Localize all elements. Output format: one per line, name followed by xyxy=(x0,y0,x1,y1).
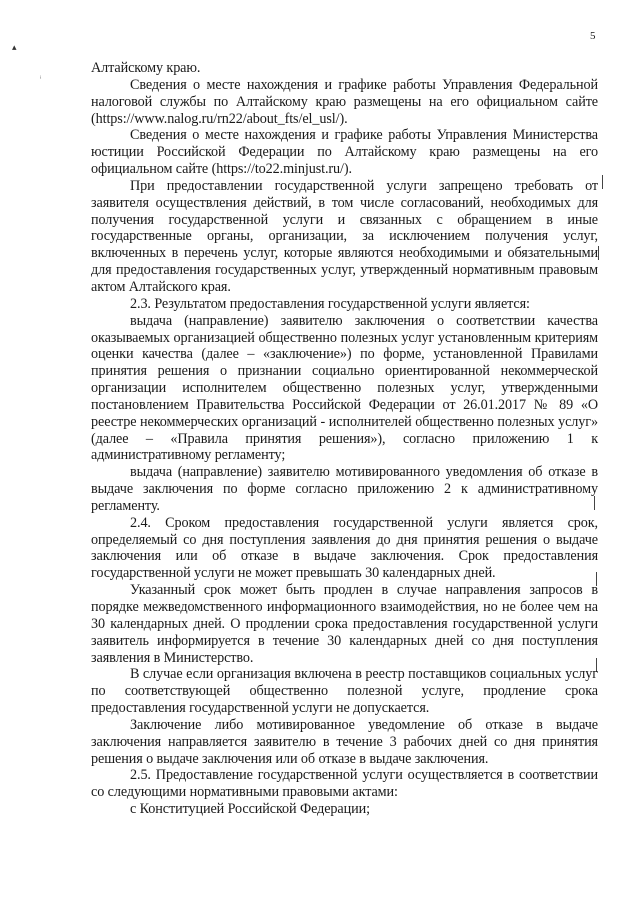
paragraph: Алтайскому краю. xyxy=(91,60,201,76)
paragraph: Сведения о месте нахождения и графике работы Управления Федеральной налоговой службы по Алтайскому краю размещены на его официальном сайте (https://www.nalog.ru/rn22/about_fts/el_usl/). xyxy=(91,76,598,127)
scan-line-2 xyxy=(598,246,599,260)
paragraph: выдача (направление) заявителю заключения о соответствии качества оказываемых организацией общественно полезных услуг установленным критериям оценки качества (далее – «заключение») по форме, установленной Правилами принятия решения о признании социально ориентированной некоммерческой организации исполнителем общественно полезных услуг, утвержденными постановлением Правительства Российской Федерации от 26.01.2017 № 89 «О реестре некоммерческих организаций - исполнителей общественно полезных услуг» (далее – «Правила принятия решения»), согласно приложению 1 к административному регламенту; xyxy=(91,312,598,464)
paragraph: 2.3. Результатом предоставления государственной услуги является: xyxy=(130,295,530,312)
margin-mark-top: ▴ xyxy=(12,42,17,52)
margin-mark-bottom: ᵢ xyxy=(40,72,42,80)
paragraph: Заключение либо мотивированное уведомление об отказе в выдаче заключения направляется заявителю в течение 3 рабочих дней со дня принятия решения о выдаче заключения или об отказе в выдаче заключения. xyxy=(91,716,598,767)
document-body xyxy=(91,60,598,818)
paragraph: с Конституцией Российской Федерации; xyxy=(130,801,370,818)
paragraph: В случае если организация включена в реестр поставщиков социальных услуг по соответствующей общественно полезной услуге, продление срока предоставления государственной услуги не допускается. xyxy=(91,666,598,717)
paragraph: 2.4. Сроком предоставления государственной услуги является срок, определяемый со дня поступления заявления до дня принятия решения о выдаче заключения или об отказе в выдаче заключения. Срок предоставления государственной услуги не может превышать 30 календарных дней. xyxy=(91,514,598,582)
scan-line-1 xyxy=(602,175,603,189)
paragraph: Сведения о месте нахождения и графике работы Управления Министерства юстиции Российской Федерации по Алтайскому краю размещены на его официальном сайте (https://to22.minjust.ru/). xyxy=(91,127,598,178)
paragraph: Указанный срок может быть продлен в случае направления запросов в порядке межведомственного информационного взаимодействия, но не более чем на 30 календарных дней. О продлении срока предоставления государственной услуги заявитель информируется в течение 30 календарных дней со дня поступления заявления в Министерство. xyxy=(91,582,598,666)
paragraph: При предоставлении государственной услуги запрещено требовать от заявителя осуществления действий, в том числе согласований, необходимых для получения государственной услуги и связанных с обращением в иные государственные органы, организации, за исключением получения услуг, включенных в перечень услуг, которые являются необходимыми и обязательными для предоставления государственных услуг, утвержденный нормативным правовым актом Алтайского края. xyxy=(91,177,598,295)
page-number: 5 xyxy=(590,30,596,42)
paragraph: выдача (направление) заявителю мотивированного уведомления об отказе в выдаче заключения по форме согласно приложению 2 к административному регламенту. xyxy=(91,464,598,514)
paragraph: 2.5. Предоставление государственной услуги осуществляется в соответствии со следующими нормативными правовыми актами: xyxy=(91,767,598,801)
